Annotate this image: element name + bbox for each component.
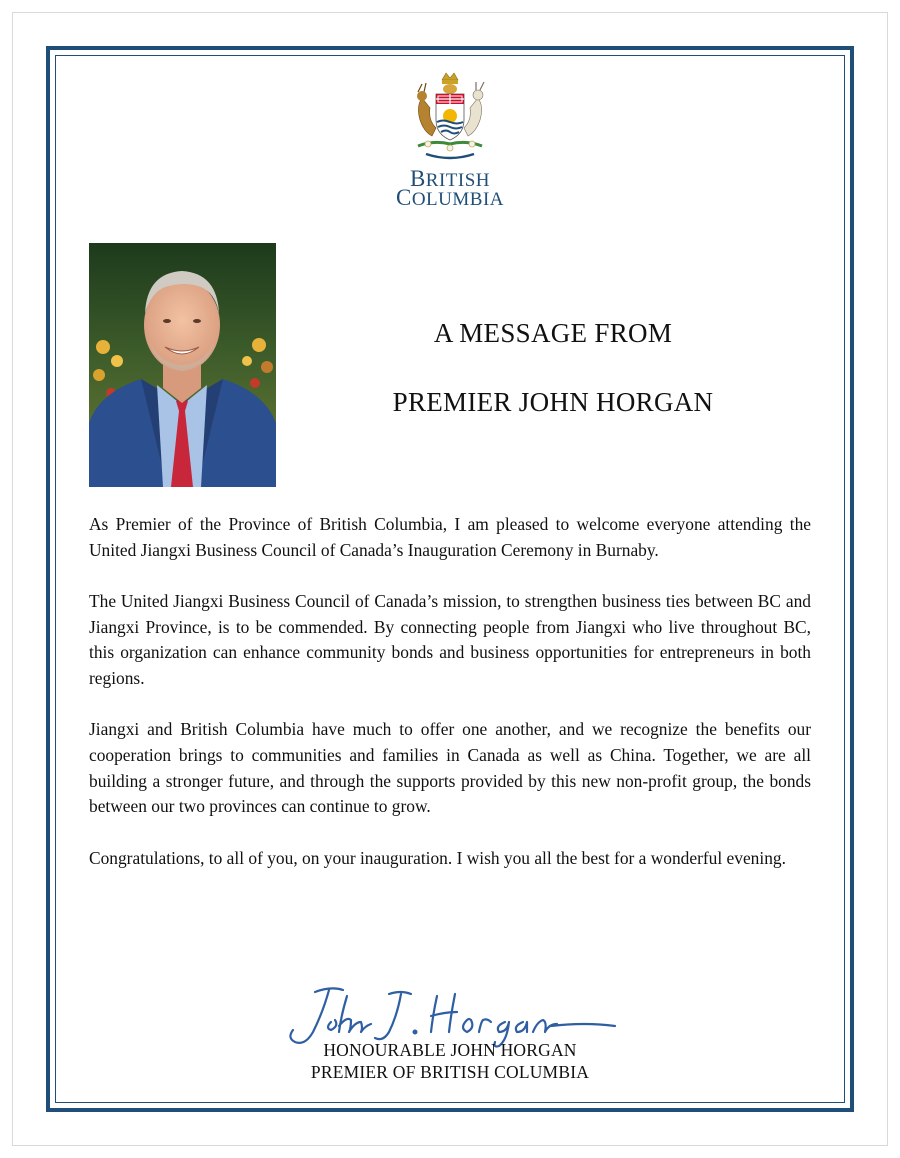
logo-initial: C xyxy=(395,185,412,210)
logo-text: OLUMBIA xyxy=(411,189,504,210)
bc-coat-of-arms-icon xyxy=(404,70,496,164)
letter-body xyxy=(89,512,811,897)
logo-line-columbia xyxy=(360,185,540,211)
paragraph: Jiangxi and British Columbia have much to offer one another, and we recognize the benefits our cooperation brings to communities and families in Canada as well as China. Together, we are all building a stronger future, and through the supports provided by this new non-profit group, the bonds between our two provinces can continue to grow. xyxy=(89,719,811,817)
signatory-name: HONOURABLE JOHN HORGAN xyxy=(323,1040,577,1060)
signatory-title: PREMIER OF BRITISH COLUMBIA xyxy=(310,1062,590,1082)
premier-portrait-photo xyxy=(89,243,276,487)
paragraph: As Premier of the Province of British Columbia, I am pleased to welcome everyone attending the United Jiangxi Business Council of Canada’s Inauguration Ceremony in Burnaby. xyxy=(89,514,811,560)
heading-line-2: PREMIER JOHN HORGAN xyxy=(392,387,714,417)
paragraph: The United Jiangxi Business Council of Canada’s mission, to strengthen business ties between BC and Jiangxi Province, is to be commended. By connecting people from Jiangxi who live throughout BC, this organization can enhance community bonds and business opportunities for entrepreneurs in both regions. xyxy=(89,590,811,689)
paragraph: Congratulations, to all of you, on your inauguration. I wish you all the best for a wonderful evening. xyxy=(89,847,786,868)
heading-line-1: A MESSAGE FROM xyxy=(433,318,673,348)
logo-initial: B xyxy=(409,166,426,191)
logo-text: RITISH xyxy=(425,170,491,191)
